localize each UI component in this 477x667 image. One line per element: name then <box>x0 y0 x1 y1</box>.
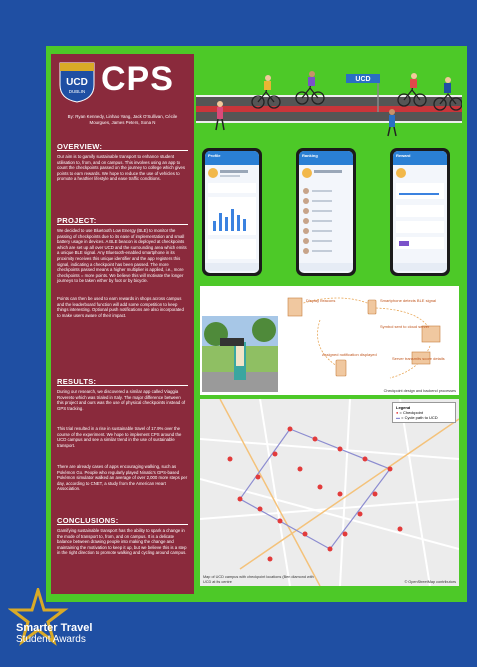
profile-screen-content <box>205 165 259 271</box>
checkpoint-diagram <box>200 286 459 395</box>
map-caption: Map of UCD campus with checkpoint locations (Ben diamond with UCD at its centre <box>203 575 314 584</box>
project-text-2: Points can then be used to earn rewards in shops across campus and the leaderboard function will add some competition to keep things interesting. Optional push notifications are also incorporated to make users aware of their impact. <box>57 296 184 318</box>
award-line-2: Student Awards <box>16 634 86 645</box>
map-legend: Legend ● = Checkpoint ▬ = Cycle path to UCD <box>392 402 456 423</box>
authors: By: Ryan Kennedy, Linhao Yang, Jack O'Sullivan, Cécile Mourgues, James Peters, Sona N <box>67 114 178 125</box>
conclusions-heading: CONCLUSIONS: <box>57 516 188 525</box>
cp-label-5: Assigned notification displayed <box>322 352 377 357</box>
app-screenshots <box>200 148 458 280</box>
overview-text: Our aim is to gamify sustainable transport to enhance student utilisation to, from, and on campus. This involves using an app to count the checkpoints passed on the journey to college which gives points to earn rewards. We hope to reduce the use of vehicles to promote a heathier lifestyle and ease traffic conditions. <box>57 154 186 182</box>
backend-process-diagram <box>280 290 456 390</box>
ucd-sign-text: UCD <box>355 76 371 83</box>
results-text-3: There are already cases of apps encouraging walking, such as Pokémon Go. People who regularly played Ninatic's GPS-based Pokémon simulator walked an average of over 2,000 more steps per day, according to CNET, a study from the American Heart Association. <box>57 464 188 492</box>
cp-label-1: Display beacons <box>306 298 336 303</box>
phone-ranking <box>296 148 356 276</box>
results-heading: RESULTS: <box>57 377 188 386</box>
bus-stop-photo <box>202 316 278 392</box>
reward-screen-title: Reward <box>393 151 447 165</box>
poster-title: CPS <box>101 60 174 98</box>
cp-label-2: Smartphone detects BLE signal <box>380 298 437 303</box>
conclusions-text: Gamifying sustainable transport has the ability to spark a change in the mode of transport to, from, and on campus. It is a delicate balance between drawing people into making the change and maintaining the motivation to keep it up, but we believe this is a step in the right direction to promote walking and cycling around campus. <box>57 528 187 556</box>
legend-checkpoint: = Checkpoint <box>399 410 424 415</box>
legend-title: Legend <box>396 405 411 410</box>
award-line-1: Smarter Travel <box>16 622 93 634</box>
cycling-illustration <box>196 52 462 142</box>
phone-reward <box>390 148 450 276</box>
cp-label-3: Symbol sent to cloud server <box>380 324 430 329</box>
project-heading: PROJECT: <box>57 216 188 225</box>
phone-profile <box>202 148 262 276</box>
checkpoint-caption: Checkpoint design and backend processes <box>383 389 456 393</box>
reward-screen-content <box>393 165 447 271</box>
project-text: We decided to use Bluetooth Low Energy (BLE) to monitor the passing of checkpoints due to its ease of implementation and small battery usage in devices. A BLE beacon is deployed at checkpoints which are set up all over UCD and the surrounding area which emits a unique BLE signal. Any Bluetooth-enabled smartphone in its proximity receives this unique identifier and the app registers this signal, indicating a checkpoint has been passed. The more checkpoints passed means a higher multiplier is applied, i.e., more checkpoints = more points. We believe this will motivate the longer journeys to be taken either by foot or by bicycle. <box>57 228 187 284</box>
cp-label-4: Server transmits score details <box>392 356 445 361</box>
ranking-screen-title: Ranking <box>299 151 353 165</box>
ranking-screen-content <box>299 165 353 271</box>
map-attribution: © OpenStreetMap contributors <box>404 580 456 584</box>
results-text-2: This trial resulted in a rise in sustainable travel of 17.9% over the course of the experiment. We hope to implement CPS around the UCD campus and see a similar trend in the use of sustainable transport. <box>57 426 182 448</box>
map-roads <box>200 399 459 586</box>
svg-text:DUBLIN: DUBLIN <box>68 89 86 94</box>
profile-screen-title: Profile <box>205 151 259 165</box>
legend-cycle-path: = Cycle path to UCD <box>401 415 438 420</box>
results-text: During our research, we discovered a similar app called Viaggia Rovereto which was trialed in Italy. The major difference between this project and ours was the use of physical checkpoints instead of GPS tracking. <box>57 389 186 411</box>
overview-heading: OVERVIEW: <box>57 142 188 151</box>
campus-map <box>200 399 459 586</box>
ucd-logo <box>58 61 96 103</box>
text-panel <box>51 54 194 594</box>
svg-text:UCD: UCD <box>66 77 88 88</box>
